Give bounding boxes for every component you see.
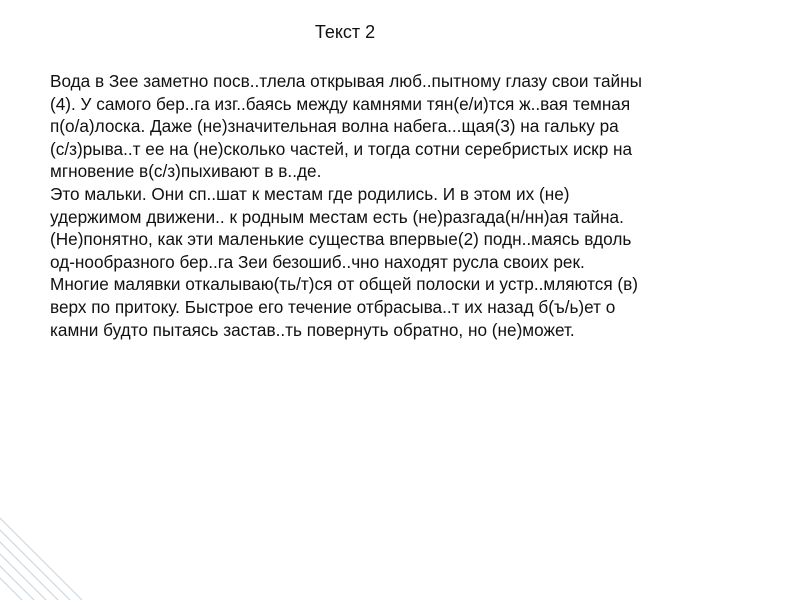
decorative-corner-lines (0, 490, 120, 600)
text-line: (4). У самого бер..га изг..баясь между камнями тян(е/и)тся ж..вая темная (50, 93, 631, 114)
text-line: камни будто пытаясь застав..ть повернуть обратно, но (не)может. (50, 319, 575, 340)
text-line: верх по притоку. Быстрое его течение отбрасыва..т их назад б(ъ/ь)ет о (50, 296, 616, 317)
text-line: п(о/а)лоска. Даже (не)значительная волна набега...щая(3) на гальку ра (50, 116, 619, 137)
text-line: Вода в Зее заметно посв..тлела открывая люб..пытному глазу свои тайны (50, 71, 642, 91)
text-line: Это мальки. Они сп..шат к местам где родились. И в этом их (не) (50, 183, 570, 204)
text-line: (с/з)рыва..т ее на (не)сколько частей, и тогда сотни серебристых искр на (50, 138, 633, 159)
text-line: (Не)понятно, как эти маленькие существа впервые(2) подн..маясь вдоль (50, 229, 632, 250)
text-line: удержимом движени.. к родным местам есть (не)разгада(н/нн)ая тайна. (50, 206, 624, 227)
text-line: од-нообразного бер..га Зеи безошиб..чно находят русла своих рек. (50, 251, 585, 272)
slide-title: Текст 2 (314, 22, 376, 42)
slide-body-text (50, 70, 760, 341)
text-line: мгновение в(с/з)пыхивают в в..де. (50, 161, 322, 182)
text-line: Многие малявки откалываю(ть/т)ся от общей полоски и устр..мляются (в) (50, 274, 639, 295)
